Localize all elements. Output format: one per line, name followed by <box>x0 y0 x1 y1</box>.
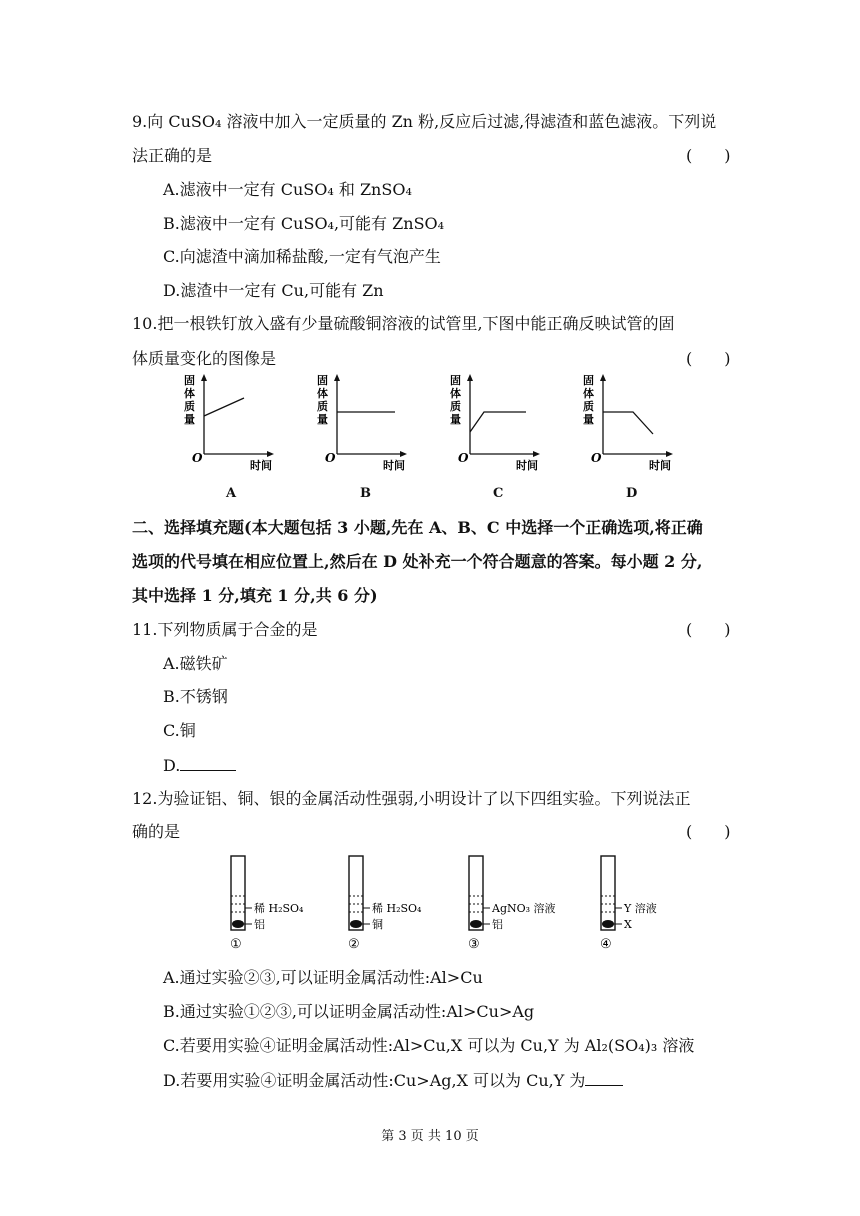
q11-option-d <box>163 755 236 776</box>
graph-c-curve <box>470 412 526 432</box>
x-axis-label: 时间 <box>649 459 671 472</box>
y-axis-label-char4: 量 <box>184 413 195 426</box>
page-footer: 第 3 页 共 10 页 <box>381 1129 479 1144</box>
graph-label-a: A <box>226 486 237 501</box>
tube-solution-label: AgNO₃ 溶液 <box>492 902 556 915</box>
tube-2 <box>348 856 422 952</box>
y-axis-arrow <box>334 374 340 381</box>
tube-solution-label: 稀 H₂SO₄ <box>254 902 304 915</box>
q10-stem-line2: 体质量变化的图像是 <box>132 349 277 368</box>
origin-label: O <box>192 451 203 465</box>
q11-answer-blank[interactable] <box>180 755 236 771</box>
metal-sample <box>602 920 614 928</box>
q11-answer-paren: ( ) <box>686 620 731 639</box>
q9-stem-line2: 法正确的是 <box>132 146 213 165</box>
q11-option-a: A.磁铁矿 <box>163 654 228 673</box>
y-axis-label-char1: 固 <box>583 374 594 387</box>
q9-option-a: A.滤液中一定有 CuSO₄ 和 ZnSO₄ <box>163 180 412 199</box>
q12-option-c: C.若要用实验④证明金属活动性:Al>Cu,X 可以为 Cu,Y 为 Al₂(SO₄)₃ 溶液 <box>163 1036 695 1055</box>
q12-option-d <box>163 1070 623 1091</box>
q10-stem-line1: 10.把一根铁钉放入盛有少量硫酸铜溶液的试管里,下图中能正确反映试管的固 <box>132 314 675 333</box>
x-axis-arrow <box>267 451 274 457</box>
x-axis-label: 时间 <box>383 459 405 472</box>
y-axis-arrow <box>201 374 207 381</box>
x-axis-arrow <box>400 451 407 457</box>
tube-metal-label: 铝 <box>254 918 265 931</box>
graph-d <box>583 373 673 472</box>
q9-option-b: B.滤液中一定有 CuSO₄,可能有 ZnSO₄ <box>163 214 445 233</box>
tube-solution-label: 稀 H₂SO₄ <box>372 902 422 915</box>
x-axis-label: 时间 <box>250 459 272 472</box>
metal-sample <box>232 920 244 928</box>
y-axis-arrow <box>467 374 473 381</box>
y-axis-label-char2: 体 <box>317 387 328 400</box>
y-axis-label-char3: 质 <box>450 400 461 413</box>
tube-1 <box>230 856 304 952</box>
graph-a <box>184 373 274 472</box>
q10-answer-paren: ( ) <box>686 349 731 368</box>
tube-body <box>601 856 615 930</box>
tube-body <box>231 856 245 930</box>
q9-option-d: D.滤渣中一定有 Cu,可能有 Zn <box>163 281 384 300</box>
graph-label-d: D <box>626 486 638 501</box>
x-axis-label: 时间 <box>516 459 538 472</box>
x-axis-arrow <box>666 451 673 457</box>
tube-solution-label: Y 溶液 <box>624 902 657 915</box>
graph-label-c: C <box>493 486 504 501</box>
y-axis-label-char2: 体 <box>583 387 594 400</box>
graph-label-b: B <box>360 486 371 501</box>
y-axis-label-char1: 固 <box>450 374 461 387</box>
metal-sample <box>470 920 482 928</box>
section2-heading-line1: 二、选择填充题(本大题包括 3 小题,先在 A、B、C 中选择一个正确选项,将正确 <box>132 518 703 537</box>
q12-option-d-label: D.若要用实验④证明金属活动性:Cu>Ag,X 可以为 Cu,Y 为 <box>163 1071 586 1090</box>
graph-c <box>450 373 540 472</box>
q9-answer-paren: ( ) <box>686 146 731 165</box>
x-axis-arrow <box>533 451 540 457</box>
q10-graphs <box>170 370 740 500</box>
origin-label: O <box>458 451 469 465</box>
q12-stem-line1: 12.为验证铝、铜、银的金属活动性强弱,小明设计了以下四组实验。下列说法正 <box>132 789 691 808</box>
tube-metal-label: 铜 <box>372 918 383 931</box>
tube-number: ④ <box>600 937 612 952</box>
y-axis-label-char2: 体 <box>184 387 195 400</box>
q11-option-b: B.不锈钢 <box>163 687 228 706</box>
q12-answer-paren: ( ) <box>686 822 731 841</box>
graph-d-curve <box>603 412 653 434</box>
y-axis-label-char4: 量 <box>450 413 461 426</box>
tube-4 <box>600 856 657 952</box>
y-axis-label-char4: 量 <box>583 413 594 426</box>
q11-option-c: C.铜 <box>163 721 196 740</box>
q9-stem-line1: 9.向 CuSO₄ 溶液中加入一定质量的 Zn 粉,反应后过滤,得滤渣和蓝色滤液。下列说 <box>132 112 717 131</box>
q9-option-c: C.向滤渣中滴加稀盐酸,一定有气泡产生 <box>163 247 441 266</box>
tube-metal-label: X <box>624 918 632 931</box>
q11-option-d-label: D. <box>163 756 181 775</box>
tube-number: ③ <box>468 937 480 952</box>
section2-heading-line2: 选项的代号填在相应位置上,然后在 D 处补充一个符合题意的答案。每小题 2 分, <box>132 552 703 571</box>
q12-tubes <box>220 852 700 954</box>
y-axis-label-char1: 固 <box>317 374 328 387</box>
tube-number: ② <box>348 937 360 952</box>
y-axis-label-char4: 量 <box>317 413 328 426</box>
y-axis-label-char3: 质 <box>583 400 594 413</box>
y-axis-arrow <box>600 374 606 381</box>
graph-b <box>317 373 407 472</box>
tube-body <box>469 856 483 930</box>
tube-number: ① <box>230 937 242 952</box>
q11-stem: 11.下列物质属于合金的是 <box>132 620 318 639</box>
y-axis-label-char2: 体 <box>450 387 461 400</box>
q12-answer-blank[interactable] <box>585 1070 623 1086</box>
tube-3 <box>468 856 556 952</box>
tube-body <box>349 856 363 930</box>
graph-a-curve <box>204 398 244 416</box>
section2-heading-line3: 其中选择 1 分,填充 1 分,共 6 分) <box>132 586 378 605</box>
q12-option-a: A.通过实验②③,可以证明金属活动性:Al>Cu <box>163 968 483 987</box>
metal-sample <box>350 920 362 928</box>
origin-label: O <box>591 451 602 465</box>
y-axis-label-char3: 质 <box>184 400 195 413</box>
q12-option-b: B.通过实验①②③,可以证明金属活动性:Al>Cu>Ag <box>163 1002 535 1021</box>
origin-label: O <box>325 451 336 465</box>
y-axis-label-char3: 质 <box>317 400 328 413</box>
y-axis-label-char1: 固 <box>184 374 195 387</box>
tube-metal-label: 铝 <box>492 918 503 931</box>
q12-stem-line2: 确的是 <box>132 822 181 841</box>
